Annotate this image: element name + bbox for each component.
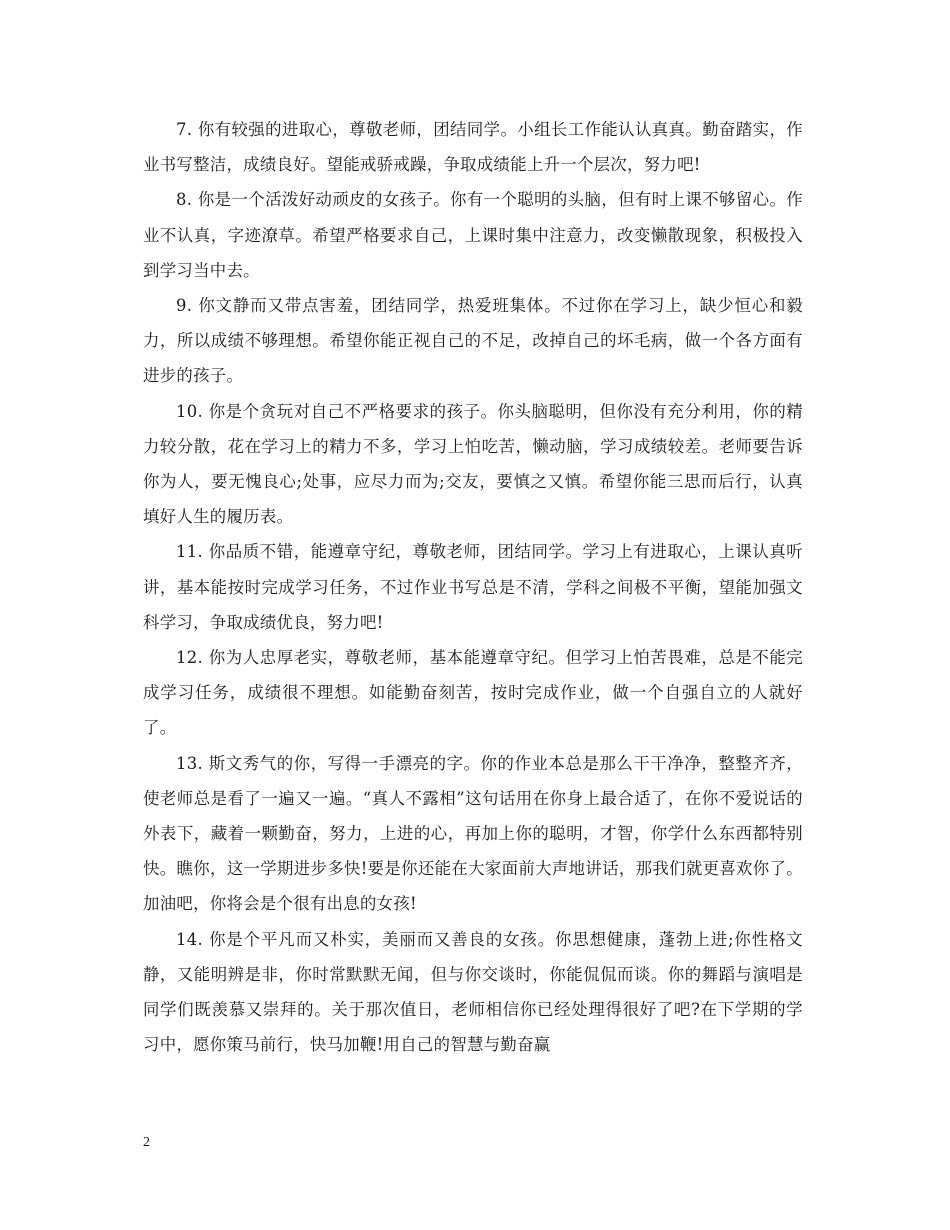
page-number: 2 bbox=[143, 1135, 150, 1150]
comment-paragraph-8: 8. 你是一个活泼好动顽皮的女孩子。你有一个聪明的头脑，但有时上课不够留心。作业不认真，字迹潦草。希望严格要求自己，上课时集中注意力，改变懒散现象，积极投入到学习当中去。 bbox=[143, 190, 803, 280]
comment-paragraph-9: 9. 你文静而又带点害羞，团结同学，热爱班集体。不过你在学习上，缺少恒心和毅力，所以成绩不够理想。希望你能正视自己的不足，改掉自己的坏毛病，做一个各方面有进步的孩子。 bbox=[143, 296, 803, 386]
document-body bbox=[143, 112, 803, 1062]
comment-paragraph-11: 11. 你品质不错，能遵章守纪，尊敬老师，团结同学。学习上有进取心，上课认真听讲，基本能按时完成学习任务，不过作业书写总是不清，学科之间极不平衡，望能加强文科学习，争取成绩优良，努力吧! bbox=[143, 542, 803, 632]
comment-paragraph-14: 14. 你是个平凡而又朴实，美丽而又善良的女孩。你思想健康，蓬勃上进;你性格文静，又能明辨是非，你时常默默无闻，但与你交谈时，你能侃侃而谈。你的舞蹈与演唱是同学们既羡慕又崇拜的。关于那次值日，老师相信你已经处理得很好了吧?在下学期的学习中，愿你策马前行，快马加鞭!用自己的智慧与勤奋赢 bbox=[143, 929, 803, 1055]
comment-paragraph-10: 10. 你是个贪玩对自己不严格要求的孩子。你头脑聪明，但你没有充分利用，你的精力较分散，花在学习上的精力不多，学习上怕吃苦，懒动脑，学习成绩较差。老师要告诉你为人，要无愧良心;处事，应尽力而为;交友，要慎之又慎。希望你能三思而后行，认真填好人生的履历表。 bbox=[143, 401, 803, 527]
comment-paragraph-12: 12. 你为人忠厚老实，尊敬老师，基本能遵章守纪。但学习上怕苦畏难，总是不能完成学习任务，成绩很不理想。如能勤奋刻苦，按时完成作业，做一个自强自立的人就好了。 bbox=[143, 648, 803, 738]
comment-paragraph-13: 13. 斯文秀气的你，写得一手漂亮的字。你的作业本总是那么干干净净，整整齐齐，使老师总是看了一遍又一遍。“真人不露相”这句话用在你身上最合适了，在你不爱说话的外表下，藏着一颗勤奋，努力，上进的心，再加上你的聪明，才智，你学什么东西都特别快。瞧你，这一学期进步多快!要是你还能在大家面前大声地讲话，那我们就更喜欢你了。加油吧，你将会是个很有出息的女孩! bbox=[143, 753, 803, 914]
comment-paragraph-7: 7. 你有较强的进取心，尊敬老师，团结同学。小组长工作能认认真真。勤奋踏实，作业书写整洁，成绩良好。望能戒骄戒躁，争取成绩能上升一个层次，努力吧! bbox=[143, 120, 803, 175]
